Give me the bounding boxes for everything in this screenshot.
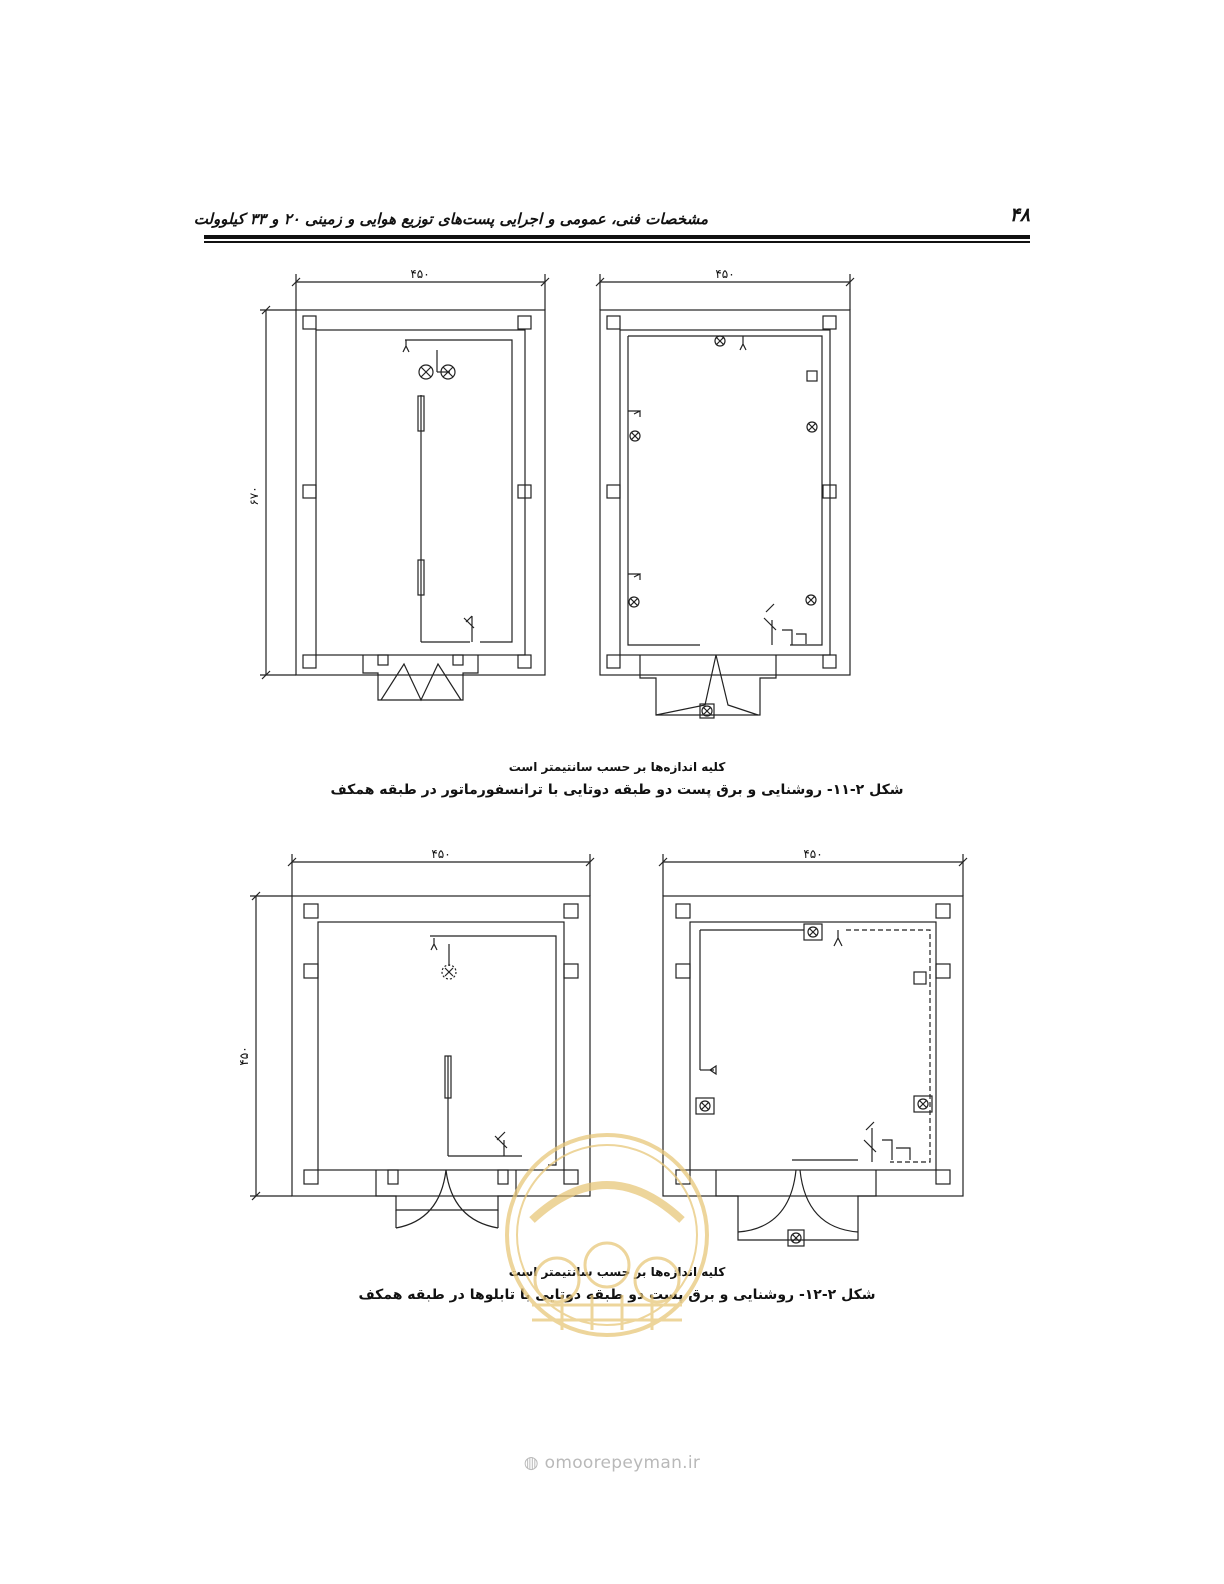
fig11-caption: شکل ۲-۱۱- روشنایی و برق پست دو طبقه دوتایی با ترانسفورماتور در طبقه همکف [330, 782, 904, 798]
figure-11-right-plan [596, 267, 854, 718]
fig12-caption: شکل ۲-۱۲- روشنایی و برق پست دو طبقه دوتایی با تابلوها در طبقه همکف [358, 1287, 876, 1303]
footer-url [0, 1453, 1224, 1473]
fig12-units-note: کلیه اندازه‌ها بر حسب سانتیمتر است [508, 1265, 726, 1279]
header-title: مشخصات فنی، عمومی و اجرایی پست‌های توزیع هوایی و زمینی ۲۰ و ۳۳ کیلوولت [193, 210, 708, 228]
footer-url-text: omoorepeyman.ir [544, 1453, 701, 1473]
fig12-right-width-label: ۴۵۰ [803, 847, 823, 861]
fig11-left-width-label: ۴۵۰ [410, 267, 430, 281]
fig11-units-note: کلیه اندازه‌ها بر حسب سانتیمتر است [508, 760, 726, 774]
fig12-height-label: ۴۵۰ [237, 1046, 251, 1066]
omoorepeyman-seal-icon [502, 1130, 712, 1340]
page-number: ۴۸ [1009, 204, 1030, 226]
fig11-height-label: ۶۷۰ [247, 486, 261, 506]
figure-11-left-plan [247, 267, 549, 700]
globe-icon: ◍ [523, 1453, 539, 1473]
fig12-left-width-label: ۴۵۰ [431, 847, 451, 861]
fig11-right-width-label: ۴۵۰ [715, 267, 735, 281]
